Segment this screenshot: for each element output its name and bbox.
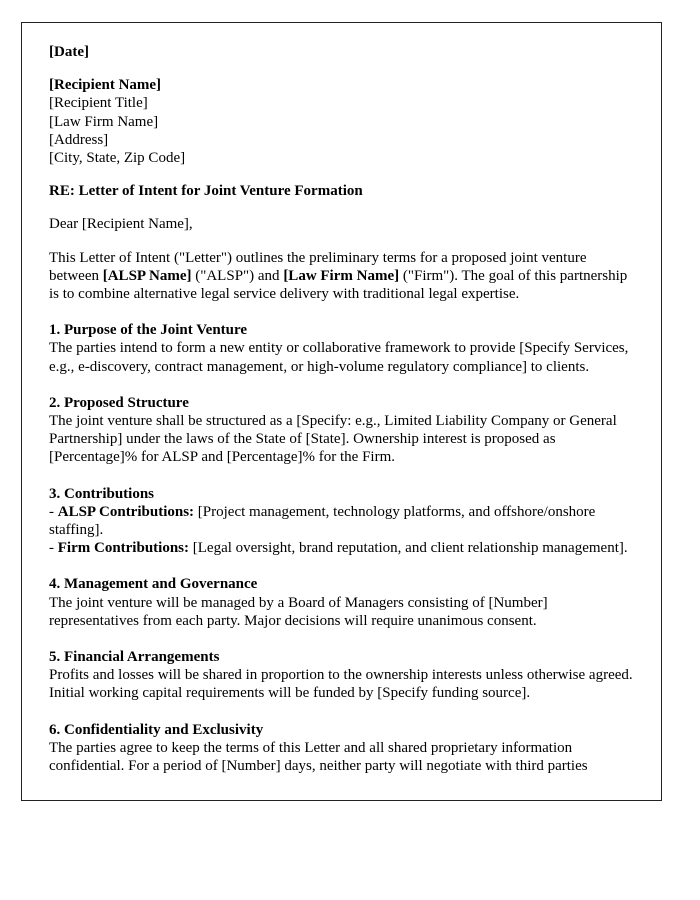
bullet-text: [Legal oversight, brand reputation, and client relationship management]. [189, 540, 628, 557]
law-firm-name-placeholder: [Law Firm Name] [283, 267, 400, 284]
list-item [49, 503, 635, 539]
bullet-label: Firm Contributions: [57, 540, 189, 557]
section-body: Profits and losses will be shared in proportion to the ownership interests unless otherwise agreed. Initial working capital requirements will be funded by [Specify funding source]. [49, 667, 633, 702]
spacer [49, 61, 635, 76]
section-heading: 1. Purpose of the Joint Venture [49, 322, 248, 339]
bullet-text: [Project management, technology platforms, and offshore/onshore staffing]. [49, 503, 596, 539]
intro-text-part-3: ("Firm"). The goal of this partnership is to combine alternative legal service delivery with traditional legal expertise. [49, 267, 628, 303]
recipient-city-state-zip: [City, State, Zip Code] [49, 150, 186, 167]
intro-text-part-1: This Letter of Intent ("Letter") outlines the preliminary terms for a proposed joint venture between [49, 249, 587, 284]
section-purpose [49, 321, 635, 376]
intro-text-part-2: ("ALSP") and [191, 267, 284, 284]
document-page [21, 22, 662, 801]
recipient-address: [Address] [49, 131, 109, 148]
bullet-marker: - [49, 503, 58, 520]
spacer [49, 303, 635, 321]
section-body: The parties agree to keep the terms of this Letter and all shared proprietary information confidential. For a period of [Number] days, neither party will negotiate with third parties [49, 739, 588, 775]
section-financial-arrangements [49, 648, 635, 703]
spacer [49, 703, 635, 721]
spacer [49, 234, 635, 249]
spacer [49, 200, 635, 215]
salutation: Dear [Recipient Name], [49, 216, 193, 233]
spacer [49, 467, 635, 485]
section-heading: 5. Financial Arrangements [49, 649, 220, 666]
section-heading: 6. Confidentiality and Exclusivity [49, 721, 264, 738]
section-contributions [49, 485, 635, 558]
section-heading: 4. Management and Governance [49, 576, 258, 593]
intro-paragraph [49, 249, 635, 304]
section-heading: 2. Proposed Structure [49, 394, 189, 411]
section-confidentiality-exclusivity [49, 721, 635, 776]
section-management-governance [49, 575, 635, 630]
section-heading: 3. Contributions [49, 485, 155, 502]
spacer [49, 630, 635, 648]
recipient-title: [Recipient Title] [49, 95, 148, 112]
recipient-address-block [49, 76, 635, 167]
section-body: The joint venture will be managed by a Board of Managers consisting of [Number] representatives from each party. Major decisions will require unanimous consent. [49, 594, 548, 629]
section-body: The parties intend to form a new entity or collaborative framework to provide [Specify Services, e.g., e-discovery, contract management, or high-volume regulatory compliance] to clients. [49, 340, 629, 375]
recipient-law-firm-name: [Law Firm Name] [49, 113, 159, 130]
list-item [49, 539, 635, 557]
alsp-name-placeholder: [ALSP Name] [102, 267, 192, 284]
spacer [49, 376, 635, 394]
date-placeholder: [Date] [49, 44, 89, 60]
section-body: The joint venture shall be structured as a [Specify: e.g., Limited Liability Company or General Partnership] under the laws of the State of [State]. Ownership interest is proposed as [Percentage]% for ALSP and [Percentage]% for the Firm. [49, 413, 617, 466]
recipient-name: [Recipient Name] [49, 77, 162, 94]
subject-line: RE: Letter of Intent for Joint Venture Formation [49, 183, 363, 200]
bullet-label: ALSP Contributions: [57, 503, 195, 520]
spacer [49, 557, 635, 575]
document-body [49, 43, 635, 775]
spacer [49, 167, 635, 182]
bullet-marker: - [49, 540, 58, 557]
section-proposed-structure [49, 394, 635, 467]
